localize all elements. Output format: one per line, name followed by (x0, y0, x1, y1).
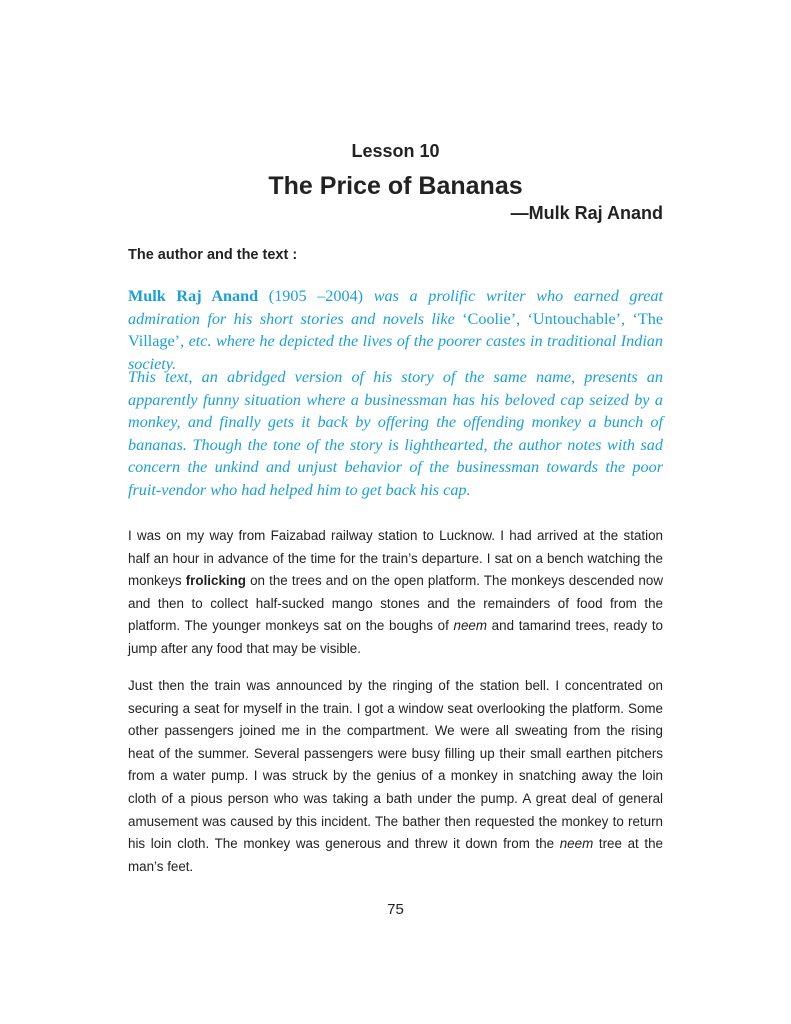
body-1-part-a: I was on my way from Faizabad railway station to Lucknow. I had arrived at the station half an hour in advance of the time for the train’s departure. I sat on a bench watching the monkeys (128, 528, 663, 589)
body-paragraph-2 (128, 675, 663, 878)
author-years: (1905 –2004) (258, 287, 374, 305)
intro-paragraph-author (128, 285, 663, 375)
page-number: 75 (387, 901, 404, 918)
section-heading: The author and the text : (128, 247, 298, 263)
body-2-part-b: tree at the man’s feet. (128, 836, 663, 874)
author-name: Mulk Raj Anand (128, 287, 259, 305)
lesson-number: Lesson 10 (351, 141, 440, 161)
intro-paragraph-text: This text, an abridged version of his story of the same name, presents an apparently funny situation where a businessman has his beloved cap seized by a monkey, and finally gets it back by offering the offending monkey a bunch of bananas. Though the tone of the story is lighthearted, the author notes with sad concern the unkind and unjust behavior of the businessman towards the poor fruit-vendor who had helped him to get back his cap. (128, 368, 663, 499)
body-paragraph-1 (128, 525, 663, 661)
body-1-part-c: and tamarind trees, ready to jump after any food that may be visible. (128, 618, 663, 656)
body-2-part-a: Just then the train was announced by the ringing of the station bell. I concentrated on securing a seat for myself in the train. I got a window seat overlooking the platform. Some other passengers joined me in the compartment. We were all sweating from the rising heat of the summer. Several passengers were busy filling up their small earthen pitchers from a water pump. I was struck by the genius of a monkey in snatching away the loin cloth of a pious person who was taking a bath under the pump. A great deal of general amusement was caused by this incident. The bather then requested the monkey to return his loin cloth. The monkey was generous and threw it down from the (128, 678, 663, 852)
page-title: The Price of Bananas (268, 172, 523, 200)
works-list: ‘Coolie’, ‘Untouchable’, ‘The Village’, (128, 309, 664, 350)
intro-text-1: was a prolific writer who earned great admiration for his short stories and novels like (128, 287, 664, 328)
intro-text-2: etc. where he depicted the lives of the poorer castes in traditional Indian society. (128, 332, 663, 373)
body-1-part-b: on the trees and on the open platform. The monkeys descended now and then to collect half-sucked mango stones and the remainders of food from the platform. The younger monkeys sat on the boughs of (128, 573, 663, 634)
body-2-italic-word: neem (559, 836, 594, 852)
author-byline: —Mulk Raj Anand (510, 203, 663, 223)
body-1-italic-word: neem (453, 618, 487, 634)
body-1-bold-word: frolicking (185, 573, 246, 589)
